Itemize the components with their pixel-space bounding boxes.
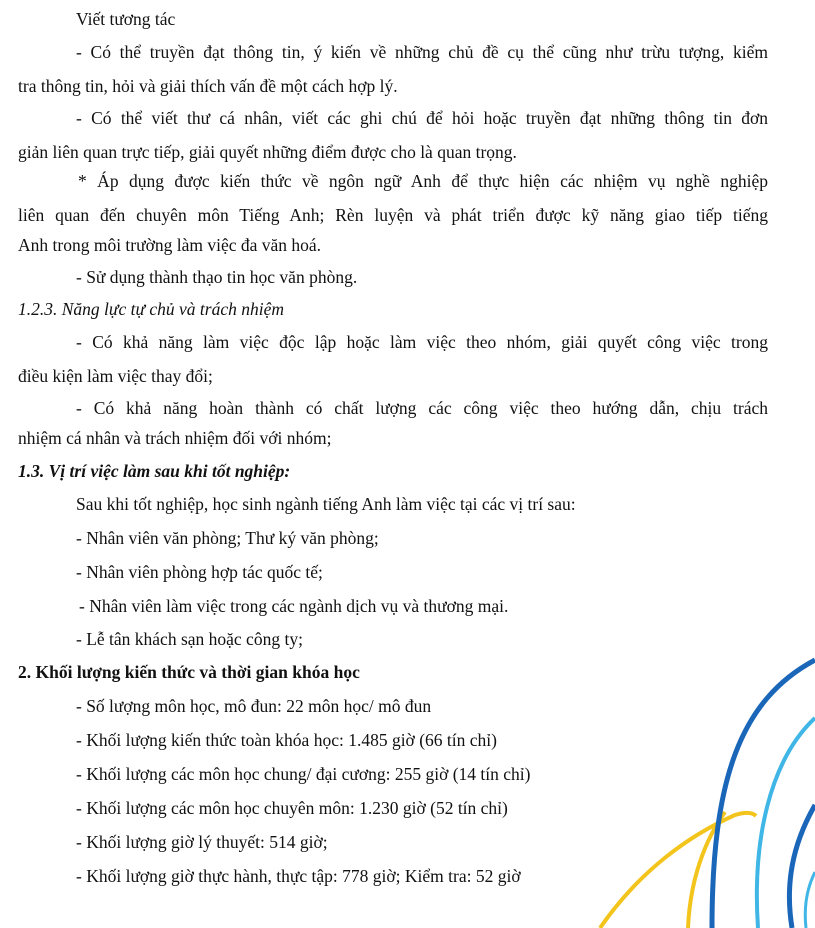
paragraph-line: - Sử dụng thành thạo tin học văn phòng. [76,267,358,287]
list-item: - Khối lượng giờ lý thuyết: 514 giờ; [76,832,328,852]
paragraph-line: điều kiện làm việc thay đổi; [18,366,213,386]
light-blue-swoosh [757,718,815,928]
yellow-swoosh-2 [688,812,725,928]
list-item: - Nhân viên làm việc trong các ngành dịch vụ và thương mại. [79,596,509,616]
paragraph-line: Anh trong môi trường làm việc đa văn hoá. [18,235,322,255]
text-line: Viết tương tác [76,9,176,29]
dark-blue-swoosh [712,660,815,928]
paragraph-line: Sau khi tốt nghiệp, học sinh ngành tiếng Anh làm việc tại các vị trí sau: [76,494,576,514]
section-heading: 1.3. Vị trí việc làm sau khi tốt nghiệp: [18,461,291,481]
list-item: - Nhân viên văn phòng; Thư ký văn phòng; [76,528,379,548]
paragraph-line: - Có thể truyền đạt thông tin, ý kiến về những chủ đề cụ thể cũng như trừu tượng, kiểm [76,42,768,62]
list-item: - Số lượng môn học, mô đun: 22 môn học/ mô đun [76,696,432,716]
section-heading: 1.2.3. Năng lực tự chủ và trách nhiệm [18,299,284,319]
list-item: - Khối lượng kiến thức toàn khóa học: 1.485 giờ (66 tín chỉ) [76,730,497,750]
yellow-swoosh [600,813,756,928]
list-item: - Khối lượng các môn học chung/ đại cương: 255 giờ (14 tín chỉ) [76,764,531,784]
paragraph-line: - Có khả năng làm việc độc lập hoặc làm việc theo nhóm, giải quyết công việc trong [76,332,768,352]
list-item: - Nhân viên phòng hợp tác quốc tế; [76,562,323,582]
list-item: - Khối lượng giờ thực hành, thực tập: 778 giờ; Kiểm tra: 52 giờ [76,866,521,886]
paragraph-line: - Có thể viết thư cá nhân, viết các ghi chú để hỏi hoặc truyền đạt những thông tin đơn [76,108,768,128]
paragraph-line: liên quan đến chuyên môn Tiếng Anh; Rèn luyện và phát triển được kỹ năng giao tiếp tiếng [18,205,768,225]
paragraph-line: - Có khả năng hoàn thành có chất lượng các công việc theo hướng dẫn, chịu trách [76,398,768,418]
list-item: - Khối lượng các môn học chuyên môn: 1.230 giờ (52 tín chỉ) [76,798,508,818]
section-heading: 2. Khối lượng kiến thức và thời gian khóa học [18,662,360,682]
paragraph-line: giản liên quan trực tiếp, giải quyết những điểm được cho là quan trọng. [18,142,517,162]
paragraph-line: nhiệm cá nhân và trách nhiệm đối với nhóm; [18,428,332,448]
paragraph-line: tra thông tin, hỏi và giải thích vấn đề một cách hợp lý. [18,76,398,96]
list-item: - Lễ tân khách sạn hoặc công ty; [76,629,303,649]
dark-blue-swoosh-2 [789,805,815,928]
light-blue-swoosh-2 [805,872,815,928]
paragraph-line: * Áp dụng được kiến thức về ngôn ngữ Anh để thực hiện các nhiệm vụ nghề nghiệp [78,171,768,191]
